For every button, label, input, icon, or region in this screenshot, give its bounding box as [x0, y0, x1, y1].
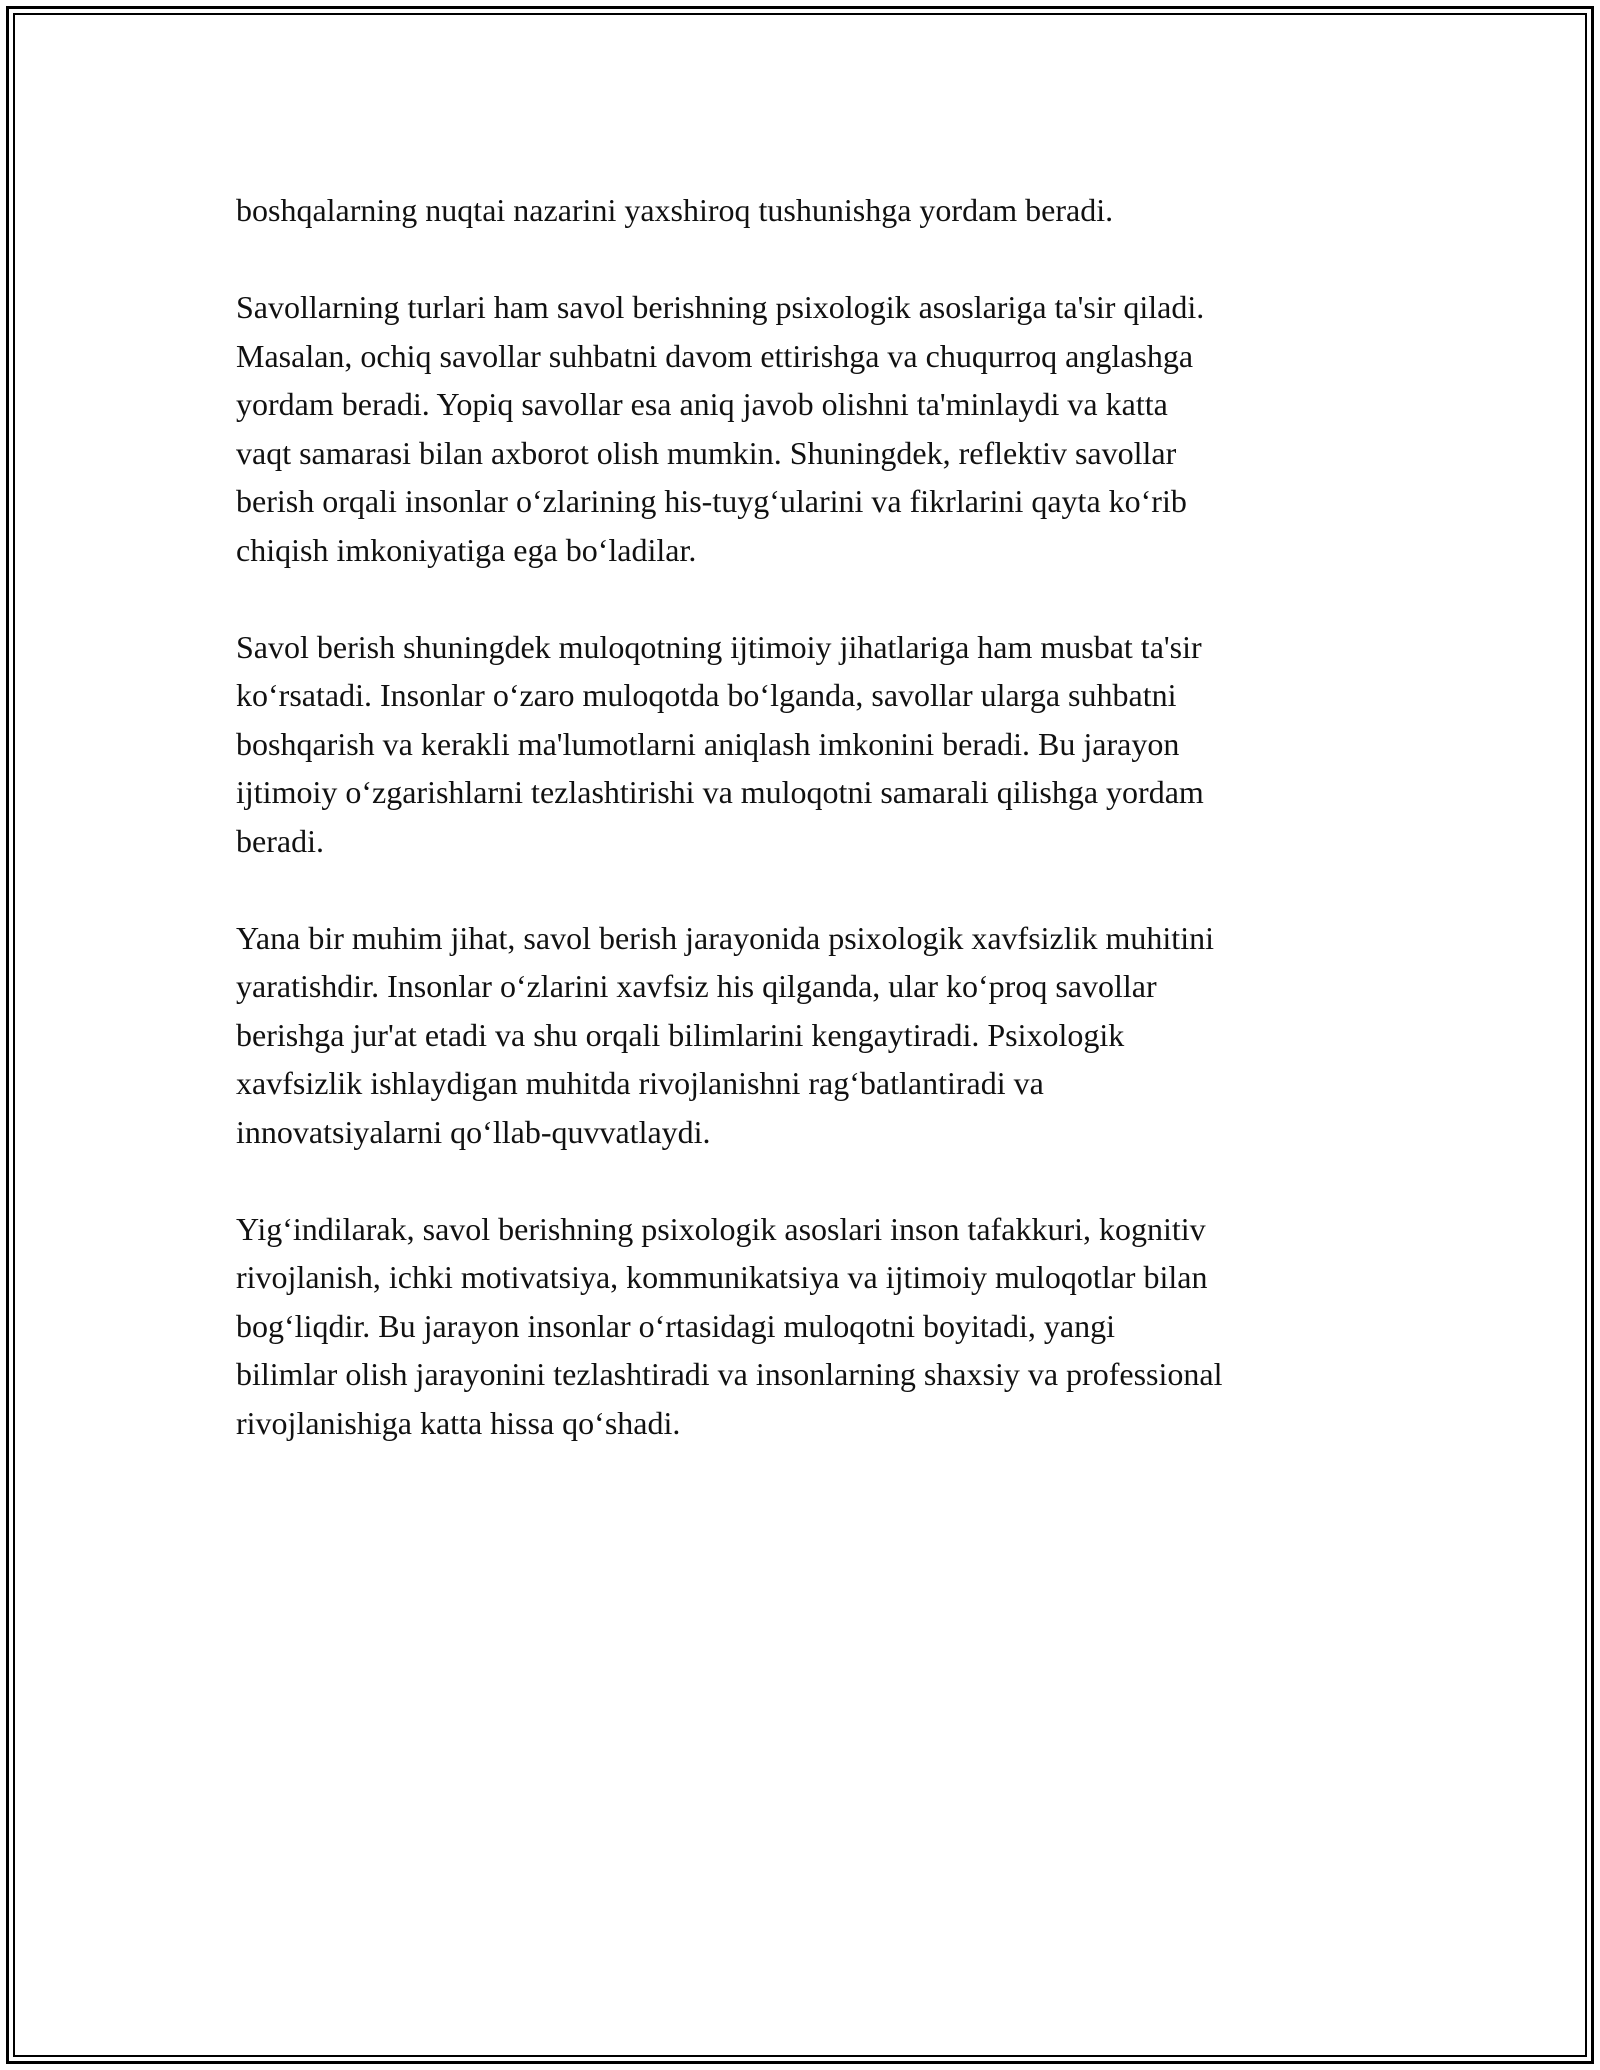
paragraph-1: boshqalarning nuqtai nazarini yaxshiroq tushunishga yordam beradi. [236, 192, 1114, 228]
paragraph-2: Savollarning turlari ham savol berishning psixologik asoslariga ta'sir qiladi. Masalan, ochiq savollar suhbatni davom ettirishga va chuqurroq anglashga yordam beradi. Yopiq savollar esa aniq javob olishni ta'minlaydi va katta vaqt samarasi bilan axborot olish mumkin. Shuningdek, reflektiv savollar berish orqali insonlar o‘zlarining his-tuyg‘ularini va fikrlarini qayta ko‘rib chiqish imkoniyatiga ega bo‘ladilar. [236, 289, 1205, 568]
document-body [236, 186, 1396, 1496]
paragraph-3: Savol berish shuningdek muloqotning ijtimoiy jihatlariga ham musbat ta'sir ko‘rsatadi. Insonlar o‘zaro muloqotda bo‘lganda, savollar ularga suhbatni boshqarish va kerakli ma'lumotlarni aniqlash imkonini beradi. Bu jarayon ijtimoiy o‘zgarishlarni tezlashtirishi va muloqotni samarali qilishga yordam beradi. [236, 628, 1204, 859]
paragraph-4: Yana bir muhim jihat, savol berish jarayonida psixologik xavfsizlik muhitini yaratishdir. Insonlar o‘zlarini xavfsiz his qilganda, ular ko‘proq savollar berishga jur'at etadi va shu orqali bilimlarini kengaytiradi. Psixologik xavfsizlik ishlaydigan muhitda rivojlanishni rag‘batlantiradi va innovatsiyalarni qo‘llab-quvvatlaydi. [236, 919, 1214, 1150]
paragraph-5: Yig‘indilarak, savol berishning psixologik asoslari inson tafakkuri, kognitiv rivojlanish, ichki motivatsiya, kommunikatsiya va ijtimoiy muloqotlar bilan bog‘liqdir. Bu jarayon insonlar o‘rtasidagi muloqotni boyitadi, yangi bilimlar olish jarayonini tezlashtiradi va insonlarning shaxsiy va professional rivojlanishiga katta hissa qo‘shadi. [236, 1210, 1223, 1441]
